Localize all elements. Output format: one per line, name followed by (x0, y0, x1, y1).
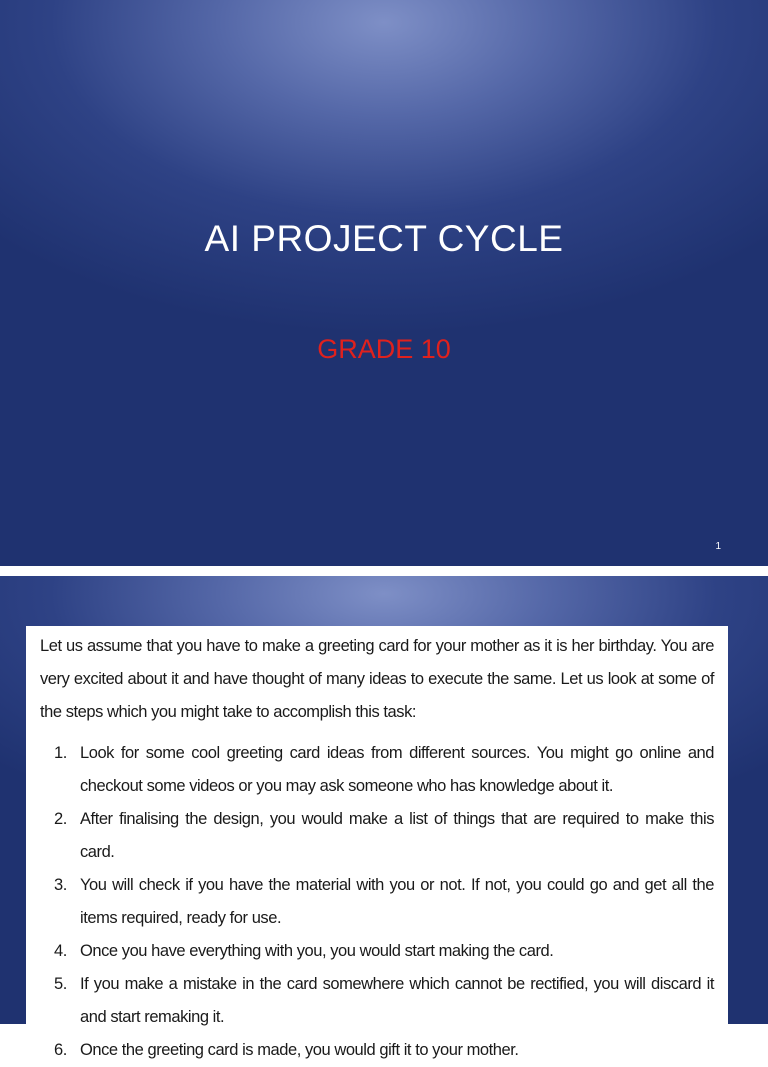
content-text-box (26, 626, 728, 1059)
list-item (40, 737, 714, 803)
list-item (40, 869, 714, 935)
step-text: Once the greeting card is made, you would gift it to your mother. (80, 1041, 519, 1059)
intro-paragraph: Let us assume that you have to make a greeting card for your mother as it is her birthday. You are very excited about it and have thought of many ideas to execute the same. Let us look at some of the steps which you might take to accomplish this task: (40, 637, 714, 721)
slide-title: AI PROJECT CYCLE (204, 218, 564, 259)
step-number: 5. (54, 975, 67, 993)
step-text: Look for some cool greeting card ideas from different sources. You might go online and checkout some videos or you may ask someone who has knowledge about it. (80, 744, 714, 795)
list-item (40, 1034, 714, 1067)
step-text: After finalising the design, you would make a list of things that are required to make this card. (80, 810, 714, 861)
step-text: Once you have everything with you, you would start making the card. (80, 942, 554, 960)
steps-list (40, 737, 714, 1067)
step-number: 2. (54, 810, 67, 828)
step-number: 3. (54, 876, 67, 894)
slide-2 (0, 576, 768, 1059)
list-item (40, 803, 714, 869)
step-number: 4. (54, 942, 67, 960)
slide-subtitle: GRADE 10 (317, 334, 451, 364)
list-item (40, 935, 714, 968)
step-text: If you make a mistake in the card somewhere which cannot be rectified, you will discard it and start remaking it. (80, 975, 714, 1026)
step-text: You will check if you have the material with you or not. If not, you could go and get all the items required, ready for use. (80, 876, 714, 927)
step-number: 1. (54, 744, 67, 762)
slide-number: 1 (715, 541, 721, 552)
step-number: 6. (54, 1041, 67, 1059)
list-item (40, 968, 714, 1034)
